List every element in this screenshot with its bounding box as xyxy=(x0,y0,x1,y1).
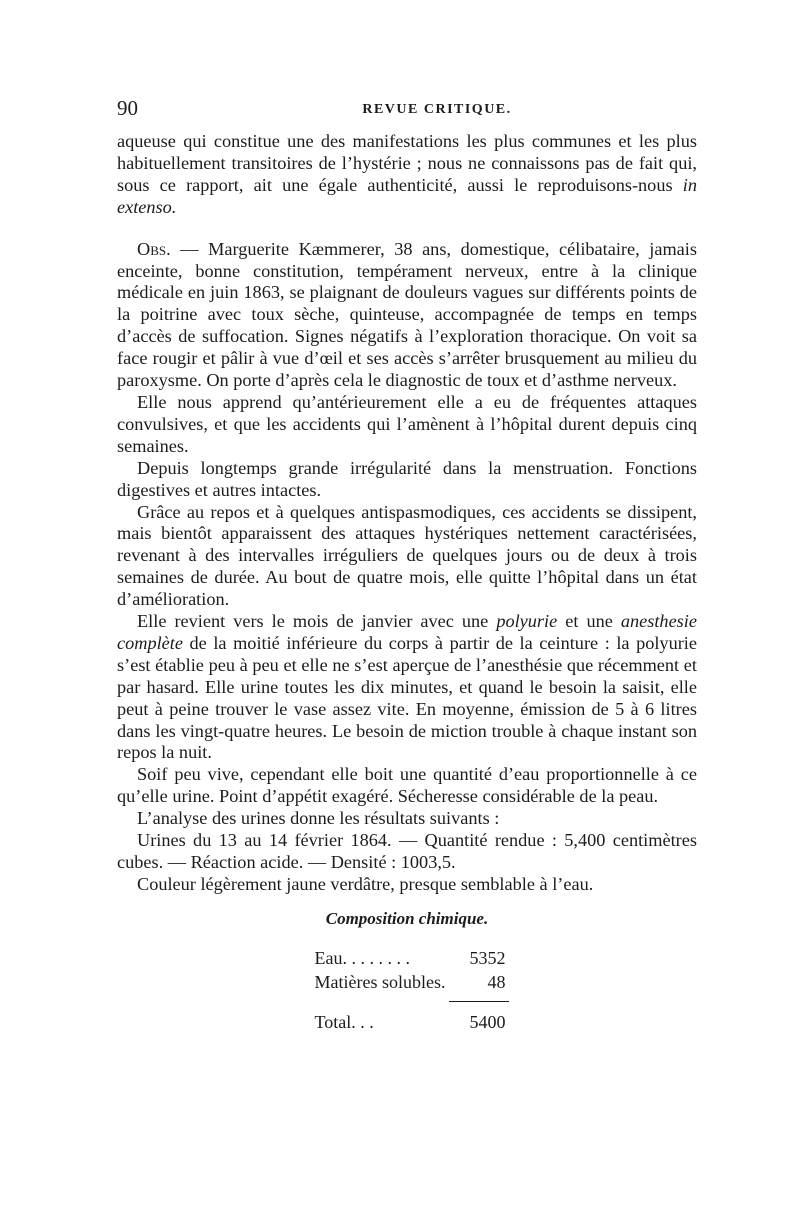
paragraph-history: Elle nous apprend qu’antérieurement elle a eu de fréquentes attaques convulsives, et que les accidents qui l’amènent à l’hôpital durent depuis cinq semaines. xyxy=(117,391,697,456)
table-row xyxy=(305,970,510,994)
paragraph-observation xyxy=(117,239,697,392)
row-value: 5352 xyxy=(469,947,506,968)
total-cell xyxy=(449,994,509,1034)
composition-table xyxy=(305,946,510,1034)
polyuria-italic-2: anesthesie complète xyxy=(117,611,697,653)
polyuria-text-b: et une xyxy=(557,611,621,632)
composition-title: Composition chimique. xyxy=(325,908,489,928)
page-number: 90 xyxy=(117,96,138,120)
composition-section xyxy=(117,908,697,1034)
paragraph-intro xyxy=(117,131,697,219)
row-label: Eau. . . . . . . . xyxy=(314,947,410,968)
total-value: 5400 xyxy=(469,1011,506,1032)
observation-text: — Marguerite Kæmmerer, 38 ans, domestique, célibataire, jamais enceinte, bonne constitution, tempérament nerveux, entre à la clinique médicale en juin 1863, se plaignant de douleurs vagues sur différents points de la poitrine avec toux sèche, quinteuse, accompagnée de temps en temps d’accès de suffocation. Signes négatifs à l’exploration thoracique. On voit sa face rougir et pâlir à vue d’œil et ses accès s’arrêter brusquement au milieu du paroxysme. On porte d’après cela le diagnostic de toux et d’asthme nerveux. xyxy=(117,238,697,391)
total-row xyxy=(305,994,510,1034)
paragraph-thirst: Soif peu vive, cependant elle boit une quantité d’eau proportionnelle à ce qu’elle urine. Point d’appétit exagéré. Sécheresse considérable de la peau. xyxy=(117,764,697,807)
paragraph-menstruation: Depuis longtemps grande irrégularité dans la menstruation. Fonctions digestives et autres intactes. xyxy=(117,457,697,500)
body-text xyxy=(117,131,697,1034)
polyuria-text-a: Elle revient vers le mois de janvier avec une xyxy=(137,611,497,632)
row-label: Matières solubles. xyxy=(314,971,446,992)
paragraph-color: Couleur légèrement jaune verdâtre, presque semblable à l’eau. xyxy=(137,873,594,894)
paragraph-treatment: Grâce au repos et à quelques antispasmodiques, ces accidents se dissipent, mais bientôt apparaissent des attaques hystériques nettement caractérisées, revenant à des intervalles irréguliers de quelques jours ou de deux à trois semaines de durée. Au bout de quatre mois, elle quitte l’hôpital dans un état d’amélioration. xyxy=(117,501,697,610)
polyuria-text-c: de la moitié inférieure du corps à partir de la ceinture : la polyurie s’est établie peu à peu et elle ne s’est aperçue de l’anesthésie que récemment et par hasard. Elle urine toutes les dix minutes, et quand le besoin la saisit, elle peut à peine trouver le vase assez vite. En moyenne, émission de 5 à 6 litres dans les vingt-quatre heures. Le besoin de miction trouble à chaque instant son repos la nuit. xyxy=(117,632,697,763)
paragraph-intro-italic: in extenso. xyxy=(117,174,697,217)
paragraph-urine-data: Urines du 13 au 14 février 1864. — Quantité rendue : 5,400 centimètres cubes. — Réaction acide. — Densité : 1003,5. xyxy=(117,830,697,872)
paragraph-polyuria xyxy=(117,611,697,764)
row-value: 48 xyxy=(487,971,506,992)
running-title: REVUE CRITIQUE. xyxy=(362,102,512,117)
total-label: Total. . . xyxy=(314,1011,374,1032)
total-divider xyxy=(449,1001,509,1002)
paragraph-intro-text: aqueuse qui constitue une des manifestations les plus communes et les plus habituellement transitoires de l’hystérie ; nous ne connaissons pas de fait qui, sous ce rapport, ait une égale authenticité, aussi le reproduisons-nous xyxy=(117,131,697,195)
page-header xyxy=(117,96,697,126)
observation-label: Obs. xyxy=(137,238,171,259)
table-row xyxy=(305,946,510,970)
polyuria-italic-1: polyurie xyxy=(496,611,558,632)
paragraph-analysis-intro: L’analyse des urines donne les résultats suivants : xyxy=(137,808,500,829)
